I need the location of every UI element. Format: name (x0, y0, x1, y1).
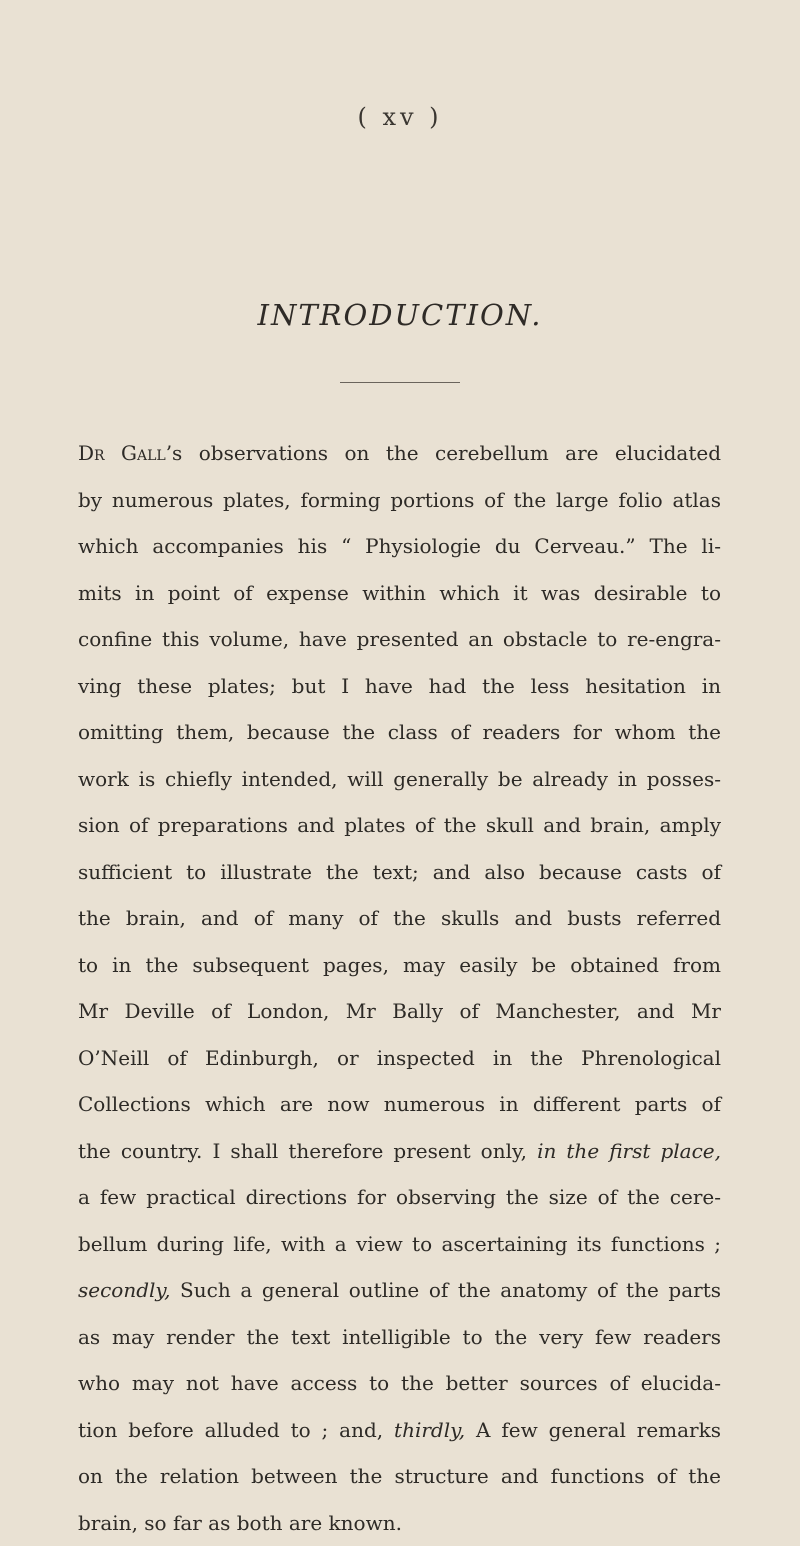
text-segment: which accompanies his “ Physiologie du Cerveau.” The li- (78, 534, 721, 558)
text-line (78, 988, 721, 1035)
introduction-paragraph (78, 430, 721, 1546)
text-line (78, 570, 721, 617)
italic-text: secondly, (78, 1278, 170, 1302)
text-line (78, 802, 721, 849)
text-segment: O’Neill of Edinburgh, or inspected in the Phrenological (78, 1046, 721, 1070)
text-segment: Such a general outline of the anatomy of the parts (170, 1278, 721, 1302)
text-line (78, 477, 721, 524)
text-segment: to in the subsequent pages, may easily be obtained from (78, 953, 721, 977)
text-segment: confine this volume, have presented an obstacle to re-engra- (78, 627, 721, 651)
text-line (78, 616, 721, 663)
text-line (78, 1081, 721, 1128)
page-number: ( xv ) (0, 103, 800, 131)
text-line (78, 1314, 721, 1361)
text-segment: on the relation between the structure and functions of the (78, 1464, 721, 1488)
text-segment: sufficient to illustrate the text; and also because casts of (78, 860, 721, 884)
text-segment: the country. I shall therefore present only, (78, 1139, 537, 1163)
text-segment: ’s observations on the cerebellum are elucidated (166, 441, 721, 465)
text-segment: sion of preparations and plates of the skull and brain, amply (78, 813, 721, 837)
text-segment: tion before alluded to ; and, (78, 1418, 394, 1442)
text-segment: work is chiefly intended, will generally be already in posses- (78, 767, 721, 791)
text-line (78, 430, 721, 477)
text-line (78, 709, 721, 756)
text-segment: as may render the text intelligible to the very few readers (78, 1325, 721, 1349)
text-segment: a few practical directions for observing the size of the cere- (78, 1185, 721, 1209)
text-segment: the brain, and of many of the skulls and busts referred (78, 906, 721, 930)
text-line (78, 1407, 721, 1454)
italic-text: thirdly, (394, 1418, 465, 1442)
text-line (78, 1500, 721, 1546)
text-segment: bellum during life, with a view to ascertaining its functions ; (78, 1232, 721, 1256)
text-line (78, 849, 721, 896)
text-segment: who may not have access to the better sources of elucida- (78, 1371, 721, 1395)
text-line (78, 1453, 721, 1500)
text-segment: ving these plates; but I have had the less hesitation in (78, 674, 721, 698)
title-rule (340, 382, 460, 383)
text-segment: by numerous plates, forming portions of the large folio atlas (78, 488, 721, 512)
text-line (78, 1174, 721, 1221)
text-line (78, 895, 721, 942)
text-line (78, 523, 721, 570)
text-segment: omitting them, because the class of readers for whom the (78, 720, 721, 744)
text-line (78, 1128, 721, 1175)
text-line (78, 663, 721, 710)
text-segment: Mr Deville of London, Mr Bally of Manchester, and Mr (78, 999, 721, 1023)
text-line (78, 942, 721, 989)
small-caps-text: Dr Gall (78, 441, 166, 465)
text-line (78, 756, 721, 803)
text-segment: mits in point of expense within which it was desirable to (78, 581, 721, 605)
text-segment: brain, so far as both are known. (78, 1511, 402, 1535)
text-line (78, 1360, 721, 1407)
text-line (78, 1221, 721, 1268)
chapter-title: INTRODUCTION. (0, 298, 800, 332)
text-line (78, 1035, 721, 1082)
text-line (78, 1267, 721, 1314)
text-segment: A few general remarks (465, 1418, 721, 1442)
italic-text: in the first place, (537, 1139, 721, 1163)
text-segment: Collections which are now numerous in different parts of (78, 1092, 721, 1116)
